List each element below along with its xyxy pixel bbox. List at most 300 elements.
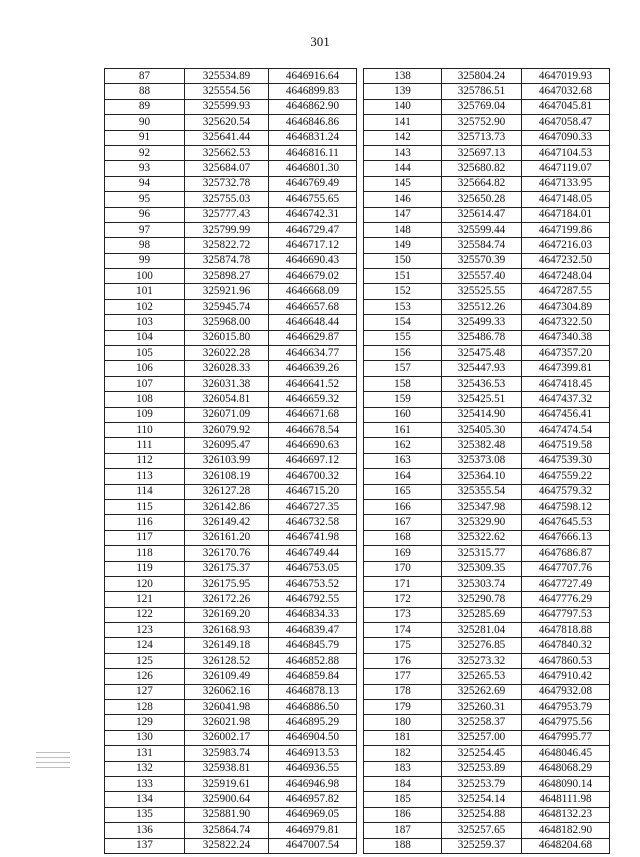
y-coordinate-right: 4648111.98	[522, 792, 610, 807]
column-gap	[357, 176, 364, 191]
x-coordinate-right: 325315.77	[442, 546, 522, 561]
x-coordinate-right: 325713.73	[442, 130, 522, 145]
table-row	[105, 592, 610, 607]
y-coordinate-left: 4646659.32	[269, 392, 357, 407]
y-coordinate-right: 4647119.07	[522, 161, 610, 176]
y-coordinate-right: 4647090.33	[522, 130, 610, 145]
point-number-left: 87	[105, 69, 185, 84]
x-coordinate-left: 326103.99	[185, 453, 269, 468]
column-gap	[357, 561, 364, 576]
y-coordinate-right: 4647707.76	[522, 561, 610, 576]
point-number-left: 116	[105, 515, 185, 530]
point-number-left: 96	[105, 207, 185, 222]
table-row	[105, 607, 610, 622]
point-number-left: 130	[105, 730, 185, 745]
x-coordinate-left: 326128.52	[185, 653, 269, 668]
x-coordinate-right: 325254.14	[442, 792, 522, 807]
x-coordinate-right: 325752.90	[442, 115, 522, 130]
point-number-left: 101	[105, 284, 185, 299]
x-coordinate-left: 325777.43	[185, 207, 269, 222]
y-coordinate-right: 4647104.53	[522, 145, 610, 160]
point-number-left: 98	[105, 238, 185, 253]
x-coordinate-left: 326095.47	[185, 438, 269, 453]
x-coordinate-left: 326169.20	[185, 607, 269, 622]
point-number-right: 140	[364, 99, 442, 114]
x-coordinate-right: 325265.53	[442, 669, 522, 684]
point-number-left: 126	[105, 669, 185, 684]
point-number-left: 121	[105, 592, 185, 607]
table-row	[105, 222, 610, 237]
coordinates-table	[104, 68, 610, 854]
y-coordinate-right: 4647559.22	[522, 469, 610, 484]
x-coordinate-left: 326108.19	[185, 469, 269, 484]
column-gap	[357, 69, 364, 84]
x-coordinate-right: 325258.37	[442, 715, 522, 730]
table-row	[105, 330, 610, 345]
column-gap	[357, 546, 364, 561]
point-number-right: 161	[364, 422, 442, 437]
table-row	[105, 561, 610, 576]
column-gap	[357, 515, 364, 530]
point-number-left: 102	[105, 299, 185, 314]
table-row	[105, 484, 610, 499]
x-coordinate-right: 325804.24	[442, 69, 522, 84]
y-coordinate-left: 4646727.35	[269, 499, 357, 514]
y-coordinate-left: 4646792.55	[269, 592, 357, 607]
x-coordinate-right: 325525.55	[442, 284, 522, 299]
point-number-left: 105	[105, 346, 185, 361]
x-coordinate-left: 326149.42	[185, 515, 269, 530]
point-number-left: 108	[105, 392, 185, 407]
column-gap	[357, 376, 364, 391]
point-number-right: 143	[364, 145, 442, 160]
y-coordinate-left: 4646629.87	[269, 330, 357, 345]
y-coordinate-left: 4646657.68	[269, 299, 357, 314]
point-number-right: 185	[364, 792, 442, 807]
table-row	[105, 84, 610, 99]
column-gap	[357, 807, 364, 822]
x-coordinate-left: 326168.93	[185, 623, 269, 638]
table-row	[105, 792, 610, 807]
point-number-left: 137	[105, 838, 185, 853]
x-coordinate-left: 325968.00	[185, 315, 269, 330]
x-coordinate-left: 326175.95	[185, 576, 269, 591]
column-gap	[357, 346, 364, 361]
column-gap	[357, 499, 364, 514]
table-row	[105, 176, 610, 191]
column-gap	[357, 238, 364, 253]
point-number-right: 141	[364, 115, 442, 130]
x-coordinate-right: 325599.44	[442, 222, 522, 237]
y-coordinate-right: 4647995.77	[522, 730, 610, 745]
y-coordinate-right: 4647216.03	[522, 238, 610, 253]
point-number-right: 139	[364, 84, 442, 99]
y-coordinate-left: 4646831.24	[269, 130, 357, 145]
point-number-left: 135	[105, 807, 185, 822]
x-coordinate-right: 325557.40	[442, 269, 522, 284]
point-number-right: 186	[364, 807, 442, 822]
table-row	[105, 546, 610, 561]
y-coordinate-right: 4647184.01	[522, 207, 610, 222]
point-number-left: 131	[105, 746, 185, 761]
table-row	[105, 823, 610, 838]
y-coordinate-right: 4647232.50	[522, 253, 610, 268]
x-coordinate-right: 325697.13	[442, 145, 522, 160]
table-row	[105, 253, 610, 268]
x-coordinate-left: 326161.20	[185, 530, 269, 545]
point-number-left: 103	[105, 315, 185, 330]
table-row	[105, 730, 610, 745]
x-coordinate-right: 325769.04	[442, 99, 522, 114]
point-number-right: 176	[364, 653, 442, 668]
point-number-left: 109	[105, 407, 185, 422]
x-coordinate-left: 325620.54	[185, 115, 269, 130]
y-coordinate-right: 4647322.50	[522, 315, 610, 330]
y-coordinate-left: 4646753.05	[269, 561, 357, 576]
point-number-right: 163	[364, 453, 442, 468]
y-coordinate-left: 4646755.65	[269, 192, 357, 207]
coordinates-table-body	[105, 69, 610, 854]
point-number-left: 136	[105, 823, 185, 838]
y-coordinate-right: 4647437.32	[522, 392, 610, 407]
x-coordinate-right: 325285.69	[442, 607, 522, 622]
point-number-right: 157	[364, 361, 442, 376]
point-number-right: 147	[364, 207, 442, 222]
point-number-left: 95	[105, 192, 185, 207]
table-row	[105, 376, 610, 391]
y-coordinate-right: 4647133.95	[522, 176, 610, 191]
y-coordinate-right: 4648068.29	[522, 761, 610, 776]
point-number-right: 180	[364, 715, 442, 730]
point-number-right: 170	[364, 561, 442, 576]
table-row	[105, 499, 610, 514]
point-number-right: 160	[364, 407, 442, 422]
x-coordinate-left: 325822.72	[185, 238, 269, 253]
x-coordinate-right: 325322.62	[442, 530, 522, 545]
y-coordinate-right: 4647727.49	[522, 576, 610, 591]
point-number-right: 167	[364, 515, 442, 530]
x-coordinate-left: 326054.81	[185, 392, 269, 407]
table-row	[105, 207, 610, 222]
x-coordinate-left: 325921.96	[185, 284, 269, 299]
table-row	[105, 145, 610, 160]
column-gap	[357, 392, 364, 407]
x-coordinate-left: 326109.49	[185, 669, 269, 684]
point-number-left: 125	[105, 653, 185, 668]
table-row	[105, 392, 610, 407]
point-number-right: 169	[364, 546, 442, 561]
point-number-right: 183	[364, 761, 442, 776]
y-coordinate-right: 4647357.20	[522, 346, 610, 361]
y-coordinate-left: 4646753.52	[269, 576, 357, 591]
column-gap	[357, 823, 364, 838]
column-gap	[357, 607, 364, 622]
x-coordinate-right: 325475.48	[442, 346, 522, 361]
x-coordinate-left: 325799.99	[185, 222, 269, 237]
table-row	[105, 238, 610, 253]
point-number-left: 114	[105, 484, 185, 499]
x-coordinate-right: 325382.48	[442, 438, 522, 453]
column-gap	[357, 407, 364, 422]
x-coordinate-left: 326021.98	[185, 715, 269, 730]
point-number-left: 91	[105, 130, 185, 145]
point-number-right: 188	[364, 838, 442, 853]
y-coordinate-left: 4646679.02	[269, 269, 357, 284]
x-coordinate-right: 325347.98	[442, 499, 522, 514]
y-coordinate-left: 4646729.47	[269, 222, 357, 237]
column-gap	[357, 207, 364, 222]
y-coordinate-right: 4647975.56	[522, 715, 610, 730]
y-coordinate-right: 4647860.53	[522, 653, 610, 668]
y-coordinate-left: 4646678.54	[269, 422, 357, 437]
y-coordinate-left: 4646715.20	[269, 484, 357, 499]
point-number-right: 148	[364, 222, 442, 237]
table-row	[105, 669, 610, 684]
x-coordinate-left: 326031.38	[185, 376, 269, 391]
x-coordinate-left: 325919.61	[185, 776, 269, 791]
column-gap	[357, 130, 364, 145]
y-coordinate-left: 4646913.53	[269, 746, 357, 761]
column-gap	[357, 653, 364, 668]
x-coordinate-right: 325253.89	[442, 761, 522, 776]
y-coordinate-right: 4648204.68	[522, 838, 610, 853]
y-coordinate-left: 4646741.98	[269, 530, 357, 545]
x-coordinate-right: 325273.32	[442, 653, 522, 668]
x-coordinate-right: 325329.90	[442, 515, 522, 530]
x-coordinate-left: 326149.18	[185, 638, 269, 653]
y-coordinate-right: 4647666.13	[522, 530, 610, 545]
y-coordinate-left: 4646899.83	[269, 84, 357, 99]
point-number-left: 118	[105, 546, 185, 561]
column-gap	[357, 330, 364, 345]
x-coordinate-left: 325900.64	[185, 792, 269, 807]
y-coordinate-right: 4647399.81	[522, 361, 610, 376]
table-row	[105, 638, 610, 653]
x-coordinate-left: 326002.17	[185, 730, 269, 745]
coordinates-table-container	[104, 68, 610, 854]
y-coordinate-left: 4646639.26	[269, 361, 357, 376]
column-gap	[357, 161, 364, 176]
y-coordinate-right: 4648090.14	[522, 776, 610, 791]
y-coordinate-right: 4647686.87	[522, 546, 610, 561]
y-coordinate-left: 4646846.86	[269, 115, 357, 130]
x-coordinate-right: 325499.33	[442, 315, 522, 330]
y-coordinate-left: 4646732.58	[269, 515, 357, 530]
point-number-left: 119	[105, 561, 185, 576]
point-number-right: 177	[364, 669, 442, 684]
y-coordinate-left: 4646969.05	[269, 807, 357, 822]
x-coordinate-right: 325309.35	[442, 561, 522, 576]
y-coordinate-right: 4647032.68	[522, 84, 610, 99]
y-coordinate-left: 4646852.88	[269, 653, 357, 668]
point-number-right: 149	[364, 238, 442, 253]
y-coordinate-left: 4646648.44	[269, 315, 357, 330]
point-number-left: 88	[105, 84, 185, 99]
point-number-right: 138	[364, 69, 442, 84]
point-number-left: 127	[105, 684, 185, 699]
y-coordinate-right: 4647474.54	[522, 422, 610, 437]
column-gap	[357, 438, 364, 453]
table-row	[105, 715, 610, 730]
x-coordinate-right: 325259.37	[442, 838, 522, 853]
y-coordinate-left: 4646886.50	[269, 700, 357, 715]
column-gap	[357, 746, 364, 761]
y-coordinate-right: 4648182.90	[522, 823, 610, 838]
x-coordinate-right: 325614.47	[442, 207, 522, 222]
x-coordinate-right: 325650.28	[442, 192, 522, 207]
x-coordinate-right: 325680.82	[442, 161, 522, 176]
point-number-right: 168	[364, 530, 442, 545]
column-gap	[357, 99, 364, 114]
y-coordinate-right: 4647287.55	[522, 284, 610, 299]
point-number-right: 171	[364, 576, 442, 591]
y-coordinate-right: 4647797.53	[522, 607, 610, 622]
point-number-left: 106	[105, 361, 185, 376]
y-coordinate-left: 4646936.55	[269, 761, 357, 776]
column-gap	[357, 623, 364, 638]
y-coordinate-left: 4646895.29	[269, 715, 357, 730]
point-number-right: 155	[364, 330, 442, 345]
x-coordinate-right: 325405.30	[442, 422, 522, 437]
column-gap	[357, 715, 364, 730]
x-coordinate-right: 325364.10	[442, 469, 522, 484]
y-coordinate-left: 4646859.84	[269, 669, 357, 684]
y-coordinate-right: 4647019.93	[522, 69, 610, 84]
y-coordinate-right: 4647818.88	[522, 623, 610, 638]
table-row	[105, 115, 610, 130]
point-number-left: 99	[105, 253, 185, 268]
x-coordinate-left: 326175.37	[185, 561, 269, 576]
y-coordinate-left: 4646916.64	[269, 69, 357, 84]
point-number-right: 166	[364, 499, 442, 514]
x-coordinate-left: 325874.78	[185, 253, 269, 268]
x-coordinate-left: 326028.33	[185, 361, 269, 376]
y-coordinate-left: 4646690.63	[269, 438, 357, 453]
x-coordinate-left: 326041.98	[185, 700, 269, 715]
column-gap	[357, 299, 364, 314]
point-number-right: 145	[364, 176, 442, 191]
point-number-right: 146	[364, 192, 442, 207]
point-number-right: 172	[364, 592, 442, 607]
column-gap	[357, 84, 364, 99]
x-coordinate-left: 325938.81	[185, 761, 269, 776]
point-number-right: 178	[364, 684, 442, 699]
y-coordinate-left: 4646845.79	[269, 638, 357, 653]
y-coordinate-right: 4647840.32	[522, 638, 610, 653]
x-coordinate-right: 325254.45	[442, 746, 522, 761]
column-gap	[357, 761, 364, 776]
point-number-right: 187	[364, 823, 442, 838]
column-gap	[357, 638, 364, 653]
x-coordinate-left: 325945.74	[185, 299, 269, 314]
x-coordinate-left: 325898.27	[185, 269, 269, 284]
y-coordinate-right: 4647579.32	[522, 484, 610, 499]
x-coordinate-left: 325534.89	[185, 69, 269, 84]
table-row	[105, 99, 610, 114]
y-coordinate-left: 4646816.11	[269, 145, 357, 160]
x-coordinate-right: 325257.65	[442, 823, 522, 838]
y-coordinate-right: 4647340.38	[522, 330, 610, 345]
column-gap	[357, 453, 364, 468]
x-coordinate-right: 325664.82	[442, 176, 522, 191]
column-gap	[357, 576, 364, 591]
column-gap	[357, 530, 364, 545]
point-number-left: 115	[105, 499, 185, 514]
point-number-left: 100	[105, 269, 185, 284]
y-coordinate-right: 4648046.45	[522, 746, 610, 761]
table-row	[105, 623, 610, 638]
column-gap	[357, 315, 364, 330]
x-coordinate-left: 326015.80	[185, 330, 269, 345]
point-number-left: 120	[105, 576, 185, 591]
x-coordinate-right: 325303.74	[442, 576, 522, 591]
table-row	[105, 69, 610, 84]
point-number-right: 174	[364, 623, 442, 638]
y-coordinate-right: 4647456.41	[522, 407, 610, 422]
point-number-right: 152	[364, 284, 442, 299]
x-coordinate-left: 325684.07	[185, 161, 269, 176]
point-number-right: 164	[364, 469, 442, 484]
y-coordinate-right: 4647418.45	[522, 376, 610, 391]
x-coordinate-left: 325881.90	[185, 807, 269, 822]
table-row	[105, 453, 610, 468]
x-coordinate-left: 325755.03	[185, 192, 269, 207]
point-number-left: 94	[105, 176, 185, 191]
column-gap	[357, 361, 364, 376]
x-coordinate-right: 325786.51	[442, 84, 522, 99]
y-coordinate-left: 4646641.52	[269, 376, 357, 391]
y-coordinate-right: 4647645.53	[522, 515, 610, 530]
y-coordinate-left: 4646878.13	[269, 684, 357, 699]
x-coordinate-right: 325276.85	[442, 638, 522, 653]
x-coordinate-right: 325257.00	[442, 730, 522, 745]
y-coordinate-left: 4646742.31	[269, 207, 357, 222]
y-coordinate-left: 4646700.32	[269, 469, 357, 484]
x-coordinate-left: 326142.86	[185, 499, 269, 514]
column-gap	[357, 115, 364, 130]
x-coordinate-left: 325732.78	[185, 176, 269, 191]
point-number-left: 133	[105, 776, 185, 791]
page-number: 301	[310, 34, 330, 49]
point-number-left: 132	[105, 761, 185, 776]
column-gap	[357, 284, 364, 299]
point-number-left: 122	[105, 607, 185, 622]
y-coordinate-right: 4647932.08	[522, 684, 610, 699]
point-number-left: 97	[105, 222, 185, 237]
point-number-right: 142	[364, 130, 442, 145]
point-number-left: 111	[105, 438, 185, 453]
column-gap	[357, 730, 364, 745]
x-coordinate-right: 325512.26	[442, 299, 522, 314]
y-coordinate-left: 4646904.50	[269, 730, 357, 745]
point-number-left: 134	[105, 792, 185, 807]
column-gap	[357, 792, 364, 807]
x-coordinate-right: 325436.53	[442, 376, 522, 391]
column-gap	[357, 253, 364, 268]
table-row	[105, 438, 610, 453]
table-row	[105, 684, 610, 699]
x-coordinate-left: 326170.76	[185, 546, 269, 561]
table-row	[105, 807, 610, 822]
table-row	[105, 776, 610, 791]
y-coordinate-left: 4646634.77	[269, 346, 357, 361]
y-coordinate-left: 4646769.49	[269, 176, 357, 191]
table-row	[105, 422, 610, 437]
point-number-right: 154	[364, 315, 442, 330]
table-row	[105, 192, 610, 207]
table-row	[105, 838, 610, 853]
point-number-right: 144	[364, 161, 442, 176]
